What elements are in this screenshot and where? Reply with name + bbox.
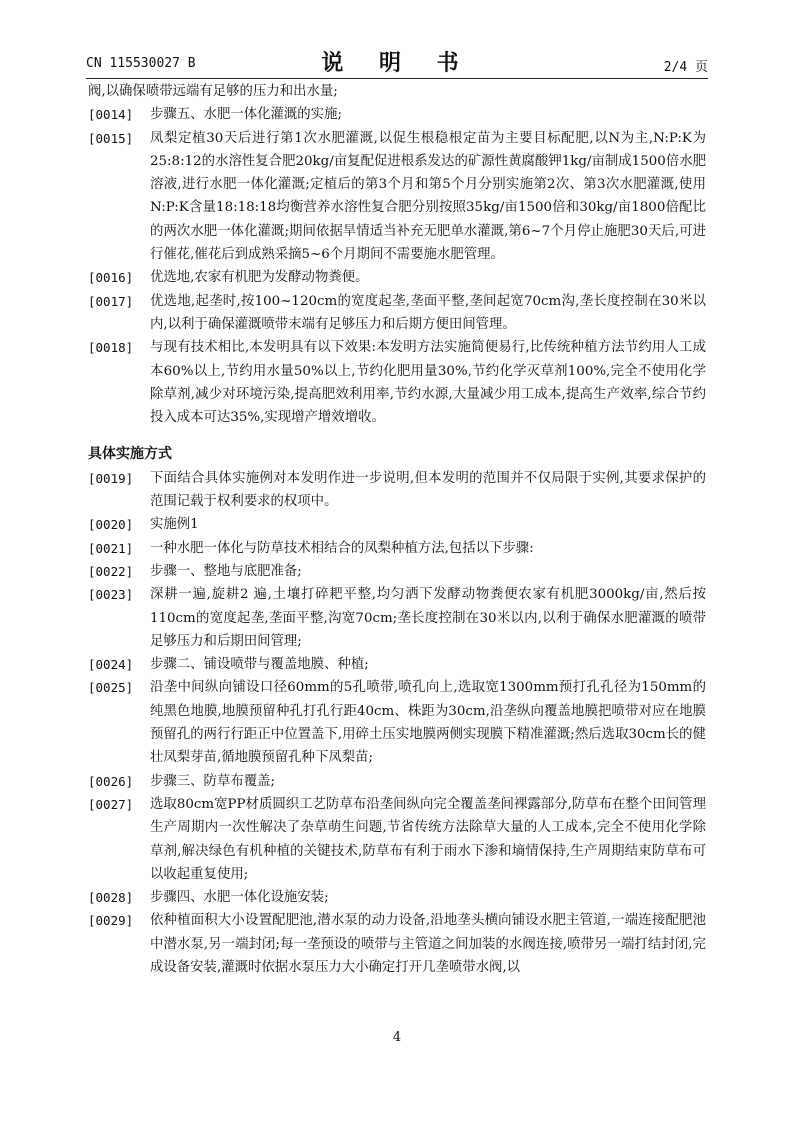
patent-id: CN 115530027 B <box>86 56 196 71</box>
paragraph-text: 下面结合具体实施例对本发明作进一步说明,但本发明的范围并不仅局限于实例,其要求保护的范围记载于权利要求的权项中。 <box>150 470 706 510</box>
paragraph-text: 优选地,农家有机肥为发酵动物粪便。 <box>150 270 369 286</box>
paragraph-number: [0022] <box>88 563 134 579</box>
paragraph-number: [0014] <box>88 107 134 123</box>
paragraph <box>88 336 706 429</box>
page-indicator: 2/4 页 <box>663 60 708 75</box>
paragraph <box>88 676 706 769</box>
paragraph-text: 与现有技术相比,本发明具有以下效果:本发明方法实施简便易行,比传统种植方法节约用人工成本60%以上,节约用水量50%以上,节约化肥用量30%,节约化学灭草剂100%,完全不使用化学除草剂,减少对环境污染,提高肥效利用率,节约水源,大量减少用工成本,提高生产效率,综合节约投入成本可达35%,实现增产增效增收。 <box>150 340 706 426</box>
paragraph <box>88 513 706 536</box>
paragraph-text: 优选地,起垄时,按100~120cm的宽度起垄,垄面平整,垄间起宽70cm沟,垄长度控制在30米以内,以利于确保灌溉喷带末端有足够压力和后期方便田间管理。 <box>150 293 706 332</box>
paragraph <box>88 290 706 337</box>
paragraph-text: 步骤四、水肥一体化设施安装; <box>150 890 329 906</box>
paragraph-text: 沿垄中间纵向铺设口径60mm的5孔喷带,喷孔向上,选取宽1300mm预打孔孔径为150mm的纯黑色地膜,地膜预留种孔打孔行距40cm、株距为30cm,沿垄纵向覆盖地膜把喷带对应在地膜预留孔的两行行距正中位置盖下,用碎土压实地膜两侧实现膜下精准灌溉;然后选取30cm长的健壮凤梨芽苗,循地膜预留孔种下凤梨苗; <box>150 680 706 766</box>
page-number: 4 <box>392 1030 402 1045</box>
paragraph-number: [0018] <box>88 340 134 356</box>
paragraph <box>88 770 706 793</box>
paragraph-number: [0019] <box>88 470 134 486</box>
paragraph-text: 步骤二、铺设喷带与覆盖地膜、种植; <box>150 657 369 673</box>
paragraph-number: [0021] <box>88 540 134 556</box>
paragraph-number: [0029] <box>88 913 134 929</box>
paragraph <box>88 886 706 909</box>
paragraph-text: 步骤三、防草布覆盖; <box>150 773 276 789</box>
section-title: 具体实施方式 <box>88 446 172 463</box>
paragraph <box>88 103 706 126</box>
page-header <box>86 44 708 79</box>
paragraph-number: [0028] <box>88 890 134 906</box>
paragraph-group-1 <box>88 103 706 429</box>
paragraph <box>88 266 706 289</box>
document-body <box>88 80 706 979</box>
paragraph-text: 步骤五、水肥一体化灌溉的实施; <box>150 107 342 123</box>
paragraph-number: [0017] <box>88 293 134 309</box>
paragraph <box>88 537 706 560</box>
paragraph-number: [0016] <box>88 270 134 286</box>
paragraph <box>88 560 706 583</box>
paragraph-number: [0020] <box>88 517 134 533</box>
paragraph-number: [0025] <box>88 680 134 696</box>
paragraph-text: 依种植面积大小设置配肥池,潜水泵的动力设备,沿地垄头横向铺设水肥主管道,一端连接配肥池中潜水泵,另一端封闭;每一垄预设的喷带与主管道之间加装的水阀连接,喷带另一端打结封闭,完成设备安装,灌溉时依据水泵压力大小确定打开几垄喷带水阀,以 <box>150 913 706 975</box>
paragraph-number: [0026] <box>88 773 134 789</box>
paragraph-text: 一种水肥一体化与防草技术相结合的凤梨种植方法,包括以下步骤: <box>150 540 534 556</box>
continuation-line: 阀,以确保喷带远端有足够的压力和出水量; <box>88 84 338 99</box>
paragraph <box>88 793 706 886</box>
paragraph <box>88 909 706 979</box>
document-title: 说 明 书 <box>321 51 473 76</box>
paragraph-group-2 <box>88 467 706 980</box>
paragraph-text: 实施例1 <box>150 517 199 533</box>
paragraph <box>88 127 706 267</box>
paragraph-text: 凤梨定植30天后进行第1次水肥灌溉,以促生根稳根定苗为主要目标配肥,以N为主,N:P:K为25:8:12的水溶性复合肥20kg/亩复配促进根系发达的矿源性黄腐酸钾1kg/亩制成1500倍水肥溶液,进行水肥一体化灌溉;定植后的第3个月和第5个月分别实施第2次、第3次水肥灌溉,使用N:P:K含量18:18:18均衡营养水溶性复合肥分别按照35kg/亩1500倍和30kg/亩1800倍配比的两次水肥一体化灌溉;期间依据旱情适当补充无肥单水灌溉,第6~7个月停止施肥30天后,可进行催花,催花后到成熟采摘5~6个月期间不需要施水肥管理。 <box>150 130 706 263</box>
paragraph-number: [0023] <box>88 587 134 603</box>
paragraph <box>88 467 706 514</box>
paragraph <box>88 653 706 676</box>
paragraph-text: 选取80cm宽PP材质圆织工艺防草布沿垄间纵向完全覆盖垄间裸露部分,防草布在整个田间管理生产周期内一次性解决了杂草萌生问题,节省传统方法除草大量的人工成本,完全不使用化学除草剂,解决绿色有机种植的关键技术,防草布有利于雨水下渗和墒情保持,生产周期结束防草布可以收起重复使用; <box>150 796 706 882</box>
paragraph-number: [0024] <box>88 657 134 673</box>
paragraph <box>88 583 706 653</box>
paragraph-text: 步骤一、整地与底肥准备; <box>150 563 302 579</box>
paragraph-number: [0027] <box>88 796 134 812</box>
paragraph-number: [0015] <box>88 130 134 146</box>
paragraph-text: 深耕一遍,旋耕2 遍,土壤打碎耙平整,均匀洒下发酵动物粪便农家有机肥3000kg/亩,然后按110cm的宽度起垄,垄面平整,沟宽70cm;垄长度控制在30米以内,以利于确保水肥灌溉的喷带足够压力和后期田间管理; <box>150 587 706 649</box>
